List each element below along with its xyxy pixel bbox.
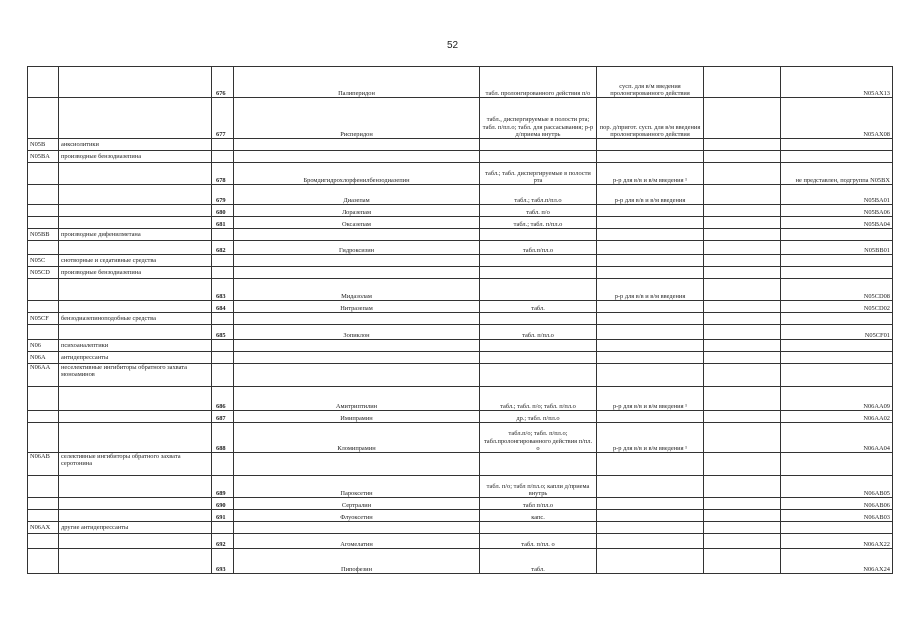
group-label-cell: другие антидепрессанты	[59, 522, 212, 534]
drug-row	[28, 98, 893, 139]
drug-number-cell: 687	[212, 411, 234, 423]
empty-cell	[59, 423, 212, 453]
dosage-form-injection-cell	[597, 411, 704, 423]
drug-row	[28, 476, 893, 498]
drug-name-cell: Зопиклон	[234, 325, 480, 340]
atc-code-cell: N05AX13	[781, 67, 893, 98]
empty-cell	[781, 453, 893, 476]
empty-cell	[28, 498, 59, 510]
drug-number-cell: 686	[212, 387, 234, 411]
empty-cell	[234, 522, 480, 534]
dosage-form-injection-cell	[597, 301, 704, 313]
empty-cell	[28, 67, 59, 98]
drug-number-cell: 689	[212, 476, 234, 498]
empty-cell	[704, 352, 781, 364]
empty-cell	[59, 163, 212, 185]
atc-code-cell: N05BA01	[781, 185, 893, 205]
drug-row	[28, 423, 893, 453]
table-body	[28, 67, 893, 574]
group-label-cell: психоаналептики	[59, 340, 212, 352]
dosage-form-cell: табл.; табл. диспергируемые в полости рта	[480, 163, 597, 185]
drug-name-cell: Сертралин	[234, 498, 480, 510]
dosage-form-injection-cell: р-р для в/в и в/м введения ¹	[597, 387, 704, 411]
empty-cell	[704, 241, 781, 255]
empty-cell	[704, 534, 781, 549]
group-row	[28, 255, 893, 267]
empty-cell	[704, 139, 781, 151]
empty-cell	[704, 185, 781, 205]
dosage-form-cell: табл.	[480, 301, 597, 313]
empty-cell	[704, 453, 781, 476]
empty-cell	[59, 67, 212, 98]
atc-code-cell: N05AX08	[781, 98, 893, 139]
group-code-cell: N06AA	[28, 364, 59, 387]
empty-cell	[480, 229, 597, 241]
drug-number-cell: 677	[212, 98, 234, 139]
group-code-cell: N06AX	[28, 522, 59, 534]
dosage-form-cell: табл п/пл.о	[480, 498, 597, 510]
empty-cell	[704, 498, 781, 510]
atc-code-cell: N06AB06	[781, 498, 893, 510]
atc-code-cell: N05CF01	[781, 325, 893, 340]
group-label-cell: производные бензодиазепина	[59, 151, 212, 163]
empty-cell	[781, 229, 893, 241]
empty-cell	[28, 217, 59, 229]
group-label-cell: неселективные ингибиторы обратного захвата моноаминов	[59, 364, 212, 387]
empty-cell	[704, 423, 781, 453]
empty-cell	[781, 255, 893, 267]
empty-cell	[234, 352, 480, 364]
drug-name-cell: Оксазепам	[234, 217, 480, 229]
drug-number-cell: 685	[212, 325, 234, 340]
empty-cell	[59, 534, 212, 549]
drug-name-cell: Рисперидон	[234, 98, 480, 139]
drug-name-cell: Бромдигидрохлорфенилбензодиазепин	[234, 163, 480, 185]
empty-cell	[704, 549, 781, 574]
drug-number-cell: 678	[212, 163, 234, 185]
drug-number-cell: 692	[212, 534, 234, 549]
dosage-form-injection-cell: сусп. для в/м введения пролонгированного действия	[597, 67, 704, 98]
empty-cell	[28, 387, 59, 411]
dosage-form-cell: табл., диспергируемые в полости рта; табл. п/пл.о; табл. для рассасывания; р-р д/приема внутрь	[480, 98, 597, 139]
drug-number-cell: 681	[212, 217, 234, 229]
empty-cell	[781, 151, 893, 163]
empty-cell	[597, 453, 704, 476]
dosage-form-cell	[480, 279, 597, 301]
empty-cell	[480, 139, 597, 151]
empty-cell	[212, 255, 234, 267]
empty-cell	[704, 267, 781, 279]
empty-cell	[212, 139, 234, 151]
atc-code-cell: N06AA02	[781, 411, 893, 423]
empty-cell	[781, 340, 893, 352]
empty-cell	[212, 522, 234, 534]
dosage-form-injection-cell	[597, 476, 704, 498]
drug-row	[28, 549, 893, 574]
group-row	[28, 364, 893, 387]
drug-row	[28, 498, 893, 510]
dosage-form-injection-cell	[597, 498, 704, 510]
empty-cell	[480, 267, 597, 279]
empty-cell	[212, 453, 234, 476]
dosage-form-injection-cell: р-р для в/в и в/м введения	[597, 279, 704, 301]
drug-number-cell: 683	[212, 279, 234, 301]
drug-name-cell: Пипофезин	[234, 549, 480, 574]
empty-cell	[59, 325, 212, 340]
drug-number-cell: 682	[212, 241, 234, 255]
group-code-cell: N05CD	[28, 267, 59, 279]
atc-code-cell: не представлен, подгруппа N05BX	[781, 163, 893, 185]
drug-name-cell: Агомелатин	[234, 534, 480, 549]
empty-cell	[480, 453, 597, 476]
empty-cell	[28, 205, 59, 217]
drug-row	[28, 325, 893, 340]
empty-cell	[704, 301, 781, 313]
drug-name-cell: Кломипрамин	[234, 423, 480, 453]
empty-cell	[59, 549, 212, 574]
drug-row	[28, 241, 893, 255]
empty-cell	[480, 151, 597, 163]
empty-cell	[704, 67, 781, 98]
drug-row	[28, 387, 893, 411]
empty-cell	[28, 325, 59, 340]
dosage-form-cell: табл. п/о; табл п/пл.о; капли д/приема внутрь	[480, 476, 597, 498]
empty-cell	[28, 163, 59, 185]
drug-row	[28, 534, 893, 549]
empty-cell	[704, 510, 781, 522]
atc-code-cell: N05BA06	[781, 205, 893, 217]
empty-cell	[781, 267, 893, 279]
empty-cell	[704, 325, 781, 340]
empty-cell	[781, 139, 893, 151]
group-row	[28, 229, 893, 241]
dosage-form-injection-cell	[597, 510, 704, 522]
drug-row	[28, 67, 893, 98]
empty-cell	[59, 411, 212, 423]
group-code-cell: N05CF	[28, 313, 59, 325]
group-code-cell: N05B	[28, 139, 59, 151]
empty-cell	[212, 267, 234, 279]
drug-name-cell: Лоразепам	[234, 205, 480, 217]
group-row	[28, 522, 893, 534]
empty-cell	[597, 364, 704, 387]
drug-row	[28, 510, 893, 522]
empty-cell	[59, 301, 212, 313]
drug-number-cell: 693	[212, 549, 234, 574]
empty-cell	[480, 364, 597, 387]
empty-cell	[597, 313, 704, 325]
drug-row	[28, 205, 893, 217]
dosage-form-injection-cell: р-р для в/в и в/м введения ¹	[597, 423, 704, 453]
empty-cell	[781, 352, 893, 364]
empty-cell	[704, 163, 781, 185]
group-label-cell: анксиолитики	[59, 139, 212, 151]
drug-row	[28, 185, 893, 205]
empty-cell	[212, 229, 234, 241]
empty-cell	[28, 241, 59, 255]
empty-cell	[704, 279, 781, 301]
empty-cell	[28, 279, 59, 301]
empty-cell	[234, 229, 480, 241]
empty-cell	[28, 534, 59, 549]
empty-cell	[234, 151, 480, 163]
atc-code-cell: N05CD08	[781, 279, 893, 301]
empty-cell	[480, 352, 597, 364]
drug-name-cell: Амитриптилин	[234, 387, 480, 411]
dosage-form-cell: капс.	[480, 510, 597, 522]
drug-number-cell: 688	[212, 423, 234, 453]
dosage-form-cell: табл. пролонгированного действия п/о	[480, 67, 597, 98]
atc-code-cell: N06AA04	[781, 423, 893, 453]
drug-name-cell: Гидроксизин	[234, 241, 480, 255]
drug-row	[28, 217, 893, 229]
drug-number-cell: 680	[212, 205, 234, 217]
group-row	[28, 139, 893, 151]
dosage-form-cell: табл. п/о	[480, 205, 597, 217]
empty-cell	[704, 98, 781, 139]
group-row	[28, 453, 893, 476]
empty-cell	[234, 267, 480, 279]
empty-cell	[59, 185, 212, 205]
empty-cell	[28, 301, 59, 313]
group-label-cell: бензодиазепиноподобные средства	[59, 313, 212, 325]
atc-code-cell: N05BA04	[781, 217, 893, 229]
dosage-form-cell: табл. п/пл. о	[480, 534, 597, 549]
empty-cell	[234, 364, 480, 387]
empty-cell	[597, 151, 704, 163]
empty-cell	[781, 364, 893, 387]
dosage-form-injection-cell: р-р для в/в и в/м введения ¹	[597, 163, 704, 185]
dosage-form-injection-cell: р-р для в/в и в/м введения	[597, 185, 704, 205]
drug-row	[28, 279, 893, 301]
atc-code-cell: N06AX24	[781, 549, 893, 574]
dosage-form-injection-cell	[597, 205, 704, 217]
empty-cell	[28, 510, 59, 522]
dosage-form-cell: табл.	[480, 549, 597, 574]
group-row	[28, 352, 893, 364]
group-row	[28, 267, 893, 279]
empty-cell	[212, 364, 234, 387]
dosage-form-cell: табл. п/пл.о	[480, 325, 597, 340]
atc-code-cell: N06AX22	[781, 534, 893, 549]
group-row	[28, 340, 893, 352]
empty-cell	[704, 255, 781, 267]
empty-cell	[59, 217, 212, 229]
empty-cell	[59, 498, 212, 510]
empty-cell	[597, 340, 704, 352]
drug-name-cell: Имипрамин	[234, 411, 480, 423]
empty-cell	[212, 340, 234, 352]
empty-cell	[704, 313, 781, 325]
group-label-cell: снотворные и седативные средства	[59, 255, 212, 267]
dosage-form-injection-cell	[597, 325, 704, 340]
group-code-cell: N05BB	[28, 229, 59, 241]
atc-code-cell: N06AB05	[781, 476, 893, 498]
empty-cell	[59, 476, 212, 498]
drug-name-cell: Мидазолам	[234, 279, 480, 301]
empty-cell	[59, 205, 212, 217]
group-code-cell: N06A	[28, 352, 59, 364]
empty-cell	[704, 217, 781, 229]
drug-number-cell: 684	[212, 301, 234, 313]
group-code-cell: N05C	[28, 255, 59, 267]
empty-cell	[597, 229, 704, 241]
dosage-form-injection-cell: пор. д/пригот. сусп. для в/м введения пролонгированного действия	[597, 98, 704, 139]
dosage-form-cell: табл.; табл. п/о; табл. п/пл.о	[480, 387, 597, 411]
empty-cell	[704, 205, 781, 217]
empty-cell	[704, 411, 781, 423]
dosage-form-cell: др.; табл. п/пл.о	[480, 411, 597, 423]
empty-cell	[781, 313, 893, 325]
drug-name-cell: Пароксетин	[234, 476, 480, 498]
drug-number-cell: 690	[212, 498, 234, 510]
dosage-form-injection-cell	[597, 549, 704, 574]
atc-code-cell: N06AA09	[781, 387, 893, 411]
empty-cell	[28, 549, 59, 574]
dosage-form-cell: табл.п/пл.о	[480, 241, 597, 255]
empty-cell	[28, 185, 59, 205]
empty-cell	[234, 313, 480, 325]
empty-cell	[28, 476, 59, 498]
empty-cell	[704, 364, 781, 387]
group-row	[28, 313, 893, 325]
dosage-form-injection-cell	[597, 241, 704, 255]
group-label-cell: селективные ингибиторы обратного захвата серотонина	[59, 453, 212, 476]
empty-cell	[59, 98, 212, 139]
empty-cell	[597, 255, 704, 267]
empty-cell	[234, 139, 480, 151]
empty-cell	[234, 255, 480, 267]
drug-number-cell: 676	[212, 67, 234, 98]
empty-cell	[28, 98, 59, 139]
group-label-cell: производные бензодиазепина	[59, 267, 212, 279]
empty-cell	[704, 151, 781, 163]
empty-cell	[59, 387, 212, 411]
drug-row	[28, 301, 893, 313]
atc-code-cell: N06AB03	[781, 510, 893, 522]
dosage-form-injection-cell	[597, 534, 704, 549]
empty-cell	[704, 476, 781, 498]
drug-number-cell: 691	[212, 510, 234, 522]
empty-cell	[234, 340, 480, 352]
dosage-form-cell: табл.п/о; табл. п/пл.о; табл.пролонгированного действия п/пл. о	[480, 423, 597, 453]
empty-cell	[597, 352, 704, 364]
drug-name-cell: Диазепам	[234, 185, 480, 205]
empty-cell	[704, 387, 781, 411]
empty-cell	[28, 411, 59, 423]
drug-name-cell: Палиперидон	[234, 67, 480, 98]
empty-cell	[781, 522, 893, 534]
empty-cell	[212, 352, 234, 364]
drug-name-cell: Флуоксетин	[234, 510, 480, 522]
group-code-cell: N05BA	[28, 151, 59, 163]
dosage-form-cell: табл.; табл.п/пл.о	[480, 185, 597, 205]
empty-cell	[59, 241, 212, 255]
atc-code-cell: N05CD02	[781, 301, 893, 313]
empty-cell	[59, 510, 212, 522]
empty-cell	[59, 279, 212, 301]
group-label-cell: антидепрессанты	[59, 352, 212, 364]
empty-cell	[597, 139, 704, 151]
empty-cell	[704, 522, 781, 534]
drug-row	[28, 163, 893, 185]
page-number: 52	[446, 40, 459, 51]
group-code-cell: N06AB	[28, 453, 59, 476]
empty-cell	[480, 340, 597, 352]
drug-row	[28, 411, 893, 423]
empty-cell	[212, 313, 234, 325]
group-label-cell: производные дифенилметана	[59, 229, 212, 241]
group-row	[28, 151, 893, 163]
empty-cell	[212, 151, 234, 163]
empty-cell	[234, 453, 480, 476]
dosage-form-cell: табл.; табл. п/пл.о	[480, 217, 597, 229]
empty-cell	[480, 255, 597, 267]
empty-cell	[28, 423, 59, 453]
dosage-form-injection-cell	[597, 217, 704, 229]
drug-list-table	[27, 66, 893, 574]
empty-cell	[597, 522, 704, 534]
empty-cell	[480, 522, 597, 534]
empty-cell	[597, 267, 704, 279]
empty-cell	[704, 340, 781, 352]
drug-name-cell: Нитразепам	[234, 301, 480, 313]
atc-code-cell: N05BB01	[781, 241, 893, 255]
group-code-cell: N06	[28, 340, 59, 352]
empty-cell	[480, 313, 597, 325]
empty-cell	[704, 229, 781, 241]
drug-number-cell: 679	[212, 185, 234, 205]
